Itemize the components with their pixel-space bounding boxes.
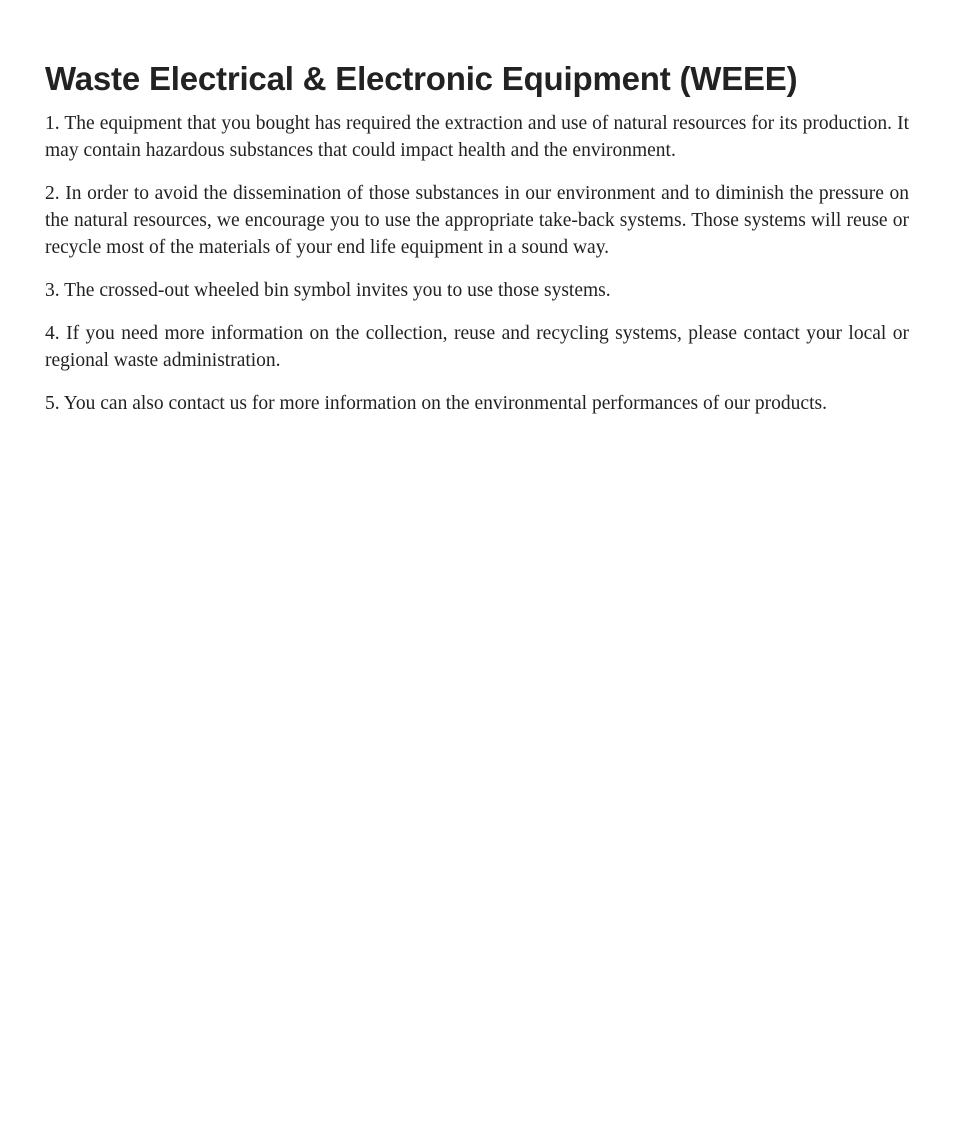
paragraph-4: 4. If you need more information on the collection, reuse and recycling systems, please contact your local or regional waste administration. [45, 322, 909, 371]
paragraph-5: 5. You can also contact us for more information on the environmental performances of our products. [45, 392, 827, 414]
paragraph-1: 1. The equipment that you bought has required the extraction and use of natural resources for its production. It may contain hazardous substances that could impact health and the environment. [45, 112, 909, 161]
page-title: Waste Electrical & Electronic Equipment (WEEE) [45, 60, 798, 97]
paragraph-3: 3. The crossed-out wheeled bin symbol invites you to use those systems. [45, 279, 611, 301]
paragraph-2: 2. In order to avoid the dissemination of those substances in our environment and to diminish the pressure on the natural resources, we encourage you to use the appropriate take-back systems. Those systems will reuse or recycle most of the materials of your end life equipment in a sound way. [45, 182, 909, 258]
document-page [45, 60, 909, 433]
